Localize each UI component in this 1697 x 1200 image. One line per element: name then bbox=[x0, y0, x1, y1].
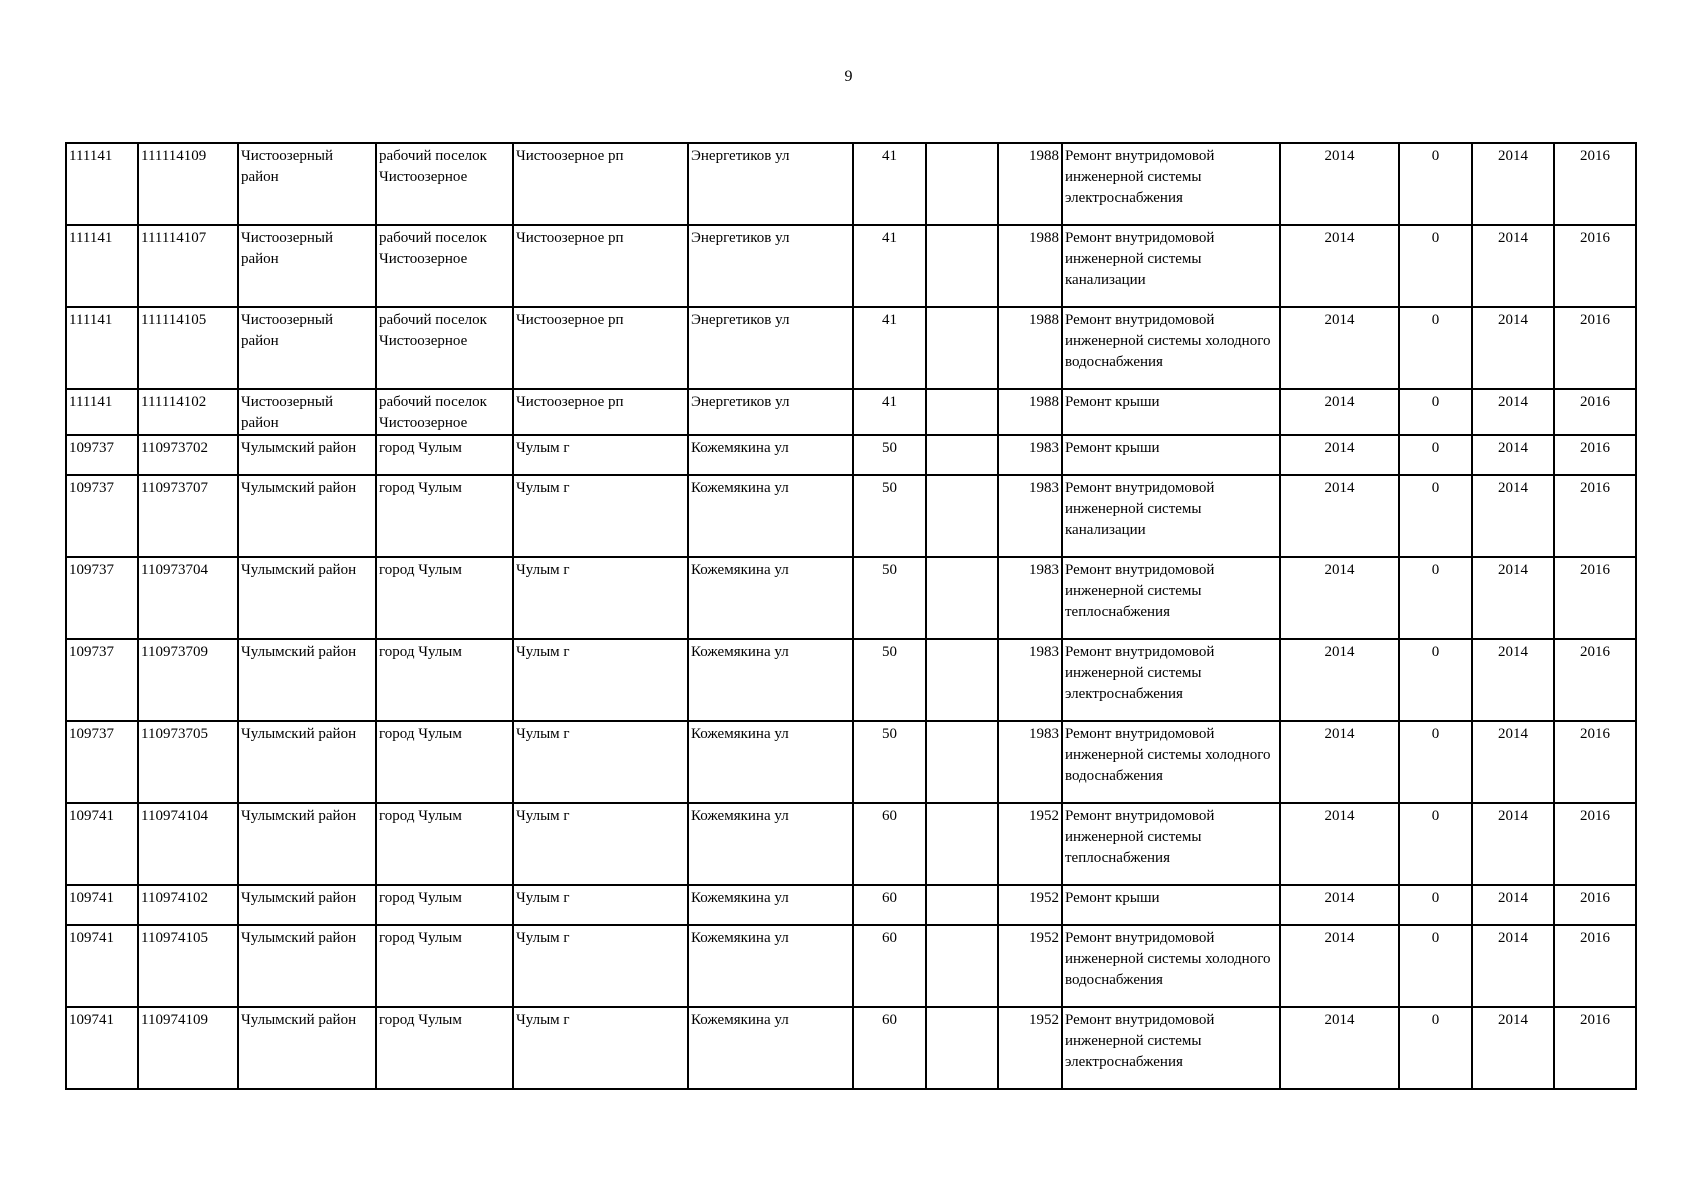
cell-year-built: 1988 bbox=[998, 143, 1062, 225]
table-row bbox=[66, 435, 1636, 475]
cell-house-id: 111141 bbox=[66, 307, 138, 389]
cell-settlement: Чулым г bbox=[513, 435, 688, 475]
cell-settlement: Чистоозерное рп bbox=[513, 307, 688, 389]
cell-year: 2014 bbox=[1280, 885, 1399, 925]
cell-house-id: 109741 bbox=[66, 803, 138, 885]
cell-building bbox=[926, 721, 998, 803]
cell-street: Энергетиков ул bbox=[688, 225, 853, 307]
cell-year: 2014 bbox=[1280, 475, 1399, 557]
cell-settlement: Чистоозерное рп bbox=[513, 225, 688, 307]
cell-work-id: 110974104 bbox=[138, 803, 238, 885]
cell-year: 2014 bbox=[1280, 435, 1399, 475]
cell-end-year: 2016 bbox=[1554, 885, 1636, 925]
cell-building bbox=[926, 435, 998, 475]
table-row bbox=[66, 307, 1636, 389]
cell-building bbox=[926, 1007, 998, 1089]
cell-district: Чулымский район bbox=[238, 435, 376, 475]
cell-work-type: Ремонт внутридомовой инженерной системы канализации bbox=[1062, 475, 1280, 557]
cell-work-id: 110973707 bbox=[138, 475, 238, 557]
cell-municipality: рабочий поселок Чистоозерное bbox=[376, 143, 513, 225]
cell-house-number: 60 bbox=[853, 1007, 926, 1089]
cell-work-id: 110973709 bbox=[138, 639, 238, 721]
cell-district: Чистоозерный район bbox=[238, 143, 376, 225]
cell-street: Кожемякина ул bbox=[688, 557, 853, 639]
cell-work-type: Ремонт крыши bbox=[1062, 435, 1280, 475]
cell-building bbox=[926, 475, 998, 557]
cell-start-year: 2014 bbox=[1472, 307, 1554, 389]
cell-work-type: Ремонт внутридомовой инженерной системы теплоснабжения bbox=[1062, 557, 1280, 639]
cell-value: 0 bbox=[1399, 475, 1472, 557]
cell-house-id: 109737 bbox=[66, 639, 138, 721]
cell-district: Чистоозерный район bbox=[238, 307, 376, 389]
cell-year: 2014 bbox=[1280, 307, 1399, 389]
cell-house-id: 109737 bbox=[66, 475, 138, 557]
cell-house-id: 109737 bbox=[66, 557, 138, 639]
cell-start-year: 2014 bbox=[1472, 925, 1554, 1007]
cell-street: Кожемякина ул bbox=[688, 435, 853, 475]
cell-house-number: 50 bbox=[853, 639, 926, 721]
cell-work-type: Ремонт крыши bbox=[1062, 885, 1280, 925]
cell-end-year: 2016 bbox=[1554, 389, 1636, 435]
cell-value: 0 bbox=[1399, 721, 1472, 803]
cell-municipality: город Чулым bbox=[376, 721, 513, 803]
cell-municipality: город Чулым bbox=[376, 925, 513, 1007]
cell-district: Чулымский район bbox=[238, 557, 376, 639]
cell-settlement: Чулым г bbox=[513, 475, 688, 557]
cell-street: Кожемякина ул bbox=[688, 721, 853, 803]
cell-end-year: 2016 bbox=[1554, 721, 1636, 803]
cell-year: 2014 bbox=[1280, 925, 1399, 1007]
table-row bbox=[66, 143, 1636, 225]
cell-start-year: 2014 bbox=[1472, 1007, 1554, 1089]
cell-value: 0 bbox=[1399, 557, 1472, 639]
cell-house-number: 60 bbox=[853, 803, 926, 885]
cell-start-year: 2014 bbox=[1472, 475, 1554, 557]
cell-house-id: 111141 bbox=[66, 389, 138, 435]
cell-year-built: 1983 bbox=[998, 721, 1062, 803]
cell-street: Кожемякина ул bbox=[688, 803, 853, 885]
cell-street: Энергетиков ул bbox=[688, 389, 853, 435]
cell-end-year: 2016 bbox=[1554, 307, 1636, 389]
cell-house-number: 41 bbox=[853, 307, 926, 389]
cell-settlement: Чулым г bbox=[513, 557, 688, 639]
table-row bbox=[66, 225, 1636, 307]
cell-value: 0 bbox=[1399, 225, 1472, 307]
cell-value: 0 bbox=[1399, 803, 1472, 885]
cell-end-year: 2016 bbox=[1554, 435, 1636, 475]
cell-municipality: город Чулым bbox=[376, 885, 513, 925]
cell-municipality: город Чулым bbox=[376, 475, 513, 557]
cell-start-year: 2014 bbox=[1472, 143, 1554, 225]
cell-municipality: рабочий поселок Чистоозерное bbox=[376, 225, 513, 307]
cell-year-built: 1988 bbox=[998, 307, 1062, 389]
cell-work-type: Ремонт внутридомовой инженерной системы теплоснабжения bbox=[1062, 803, 1280, 885]
cell-settlement: Чулым г bbox=[513, 925, 688, 1007]
cell-building bbox=[926, 143, 998, 225]
cell-house-number: 41 bbox=[853, 143, 926, 225]
table-row bbox=[66, 557, 1636, 639]
cell-municipality: город Чулым bbox=[376, 639, 513, 721]
cell-end-year: 2016 bbox=[1554, 557, 1636, 639]
cell-year: 2014 bbox=[1280, 389, 1399, 435]
cell-district: Чулымский район bbox=[238, 721, 376, 803]
cell-work-type: Ремонт внутридомовой инженерной системы электроснабжения bbox=[1062, 639, 1280, 721]
cell-end-year: 2016 bbox=[1554, 803, 1636, 885]
cell-settlement: Чулым г bbox=[513, 885, 688, 925]
cell-work-id: 111114109 bbox=[138, 143, 238, 225]
table-row bbox=[66, 389, 1636, 435]
cell-municipality: город Чулым bbox=[376, 1007, 513, 1089]
cell-street: Кожемякина ул bbox=[688, 885, 853, 925]
cell-house-id: 111141 bbox=[66, 143, 138, 225]
cell-house-id: 109741 bbox=[66, 925, 138, 1007]
cell-year: 2014 bbox=[1280, 803, 1399, 885]
cell-house-number: 60 bbox=[853, 885, 926, 925]
cell-work-type: Ремонт внутридомовой инженерной системы холодного водоснабжения bbox=[1062, 721, 1280, 803]
cell-house-id: 109741 bbox=[66, 1007, 138, 1089]
cell-district: Чулымский район bbox=[238, 925, 376, 1007]
cell-end-year: 2016 bbox=[1554, 639, 1636, 721]
cell-work-id: 110973705 bbox=[138, 721, 238, 803]
cell-value: 0 bbox=[1399, 1007, 1472, 1089]
cell-work-id: 110974105 bbox=[138, 925, 238, 1007]
cell-work-id: 110973702 bbox=[138, 435, 238, 475]
cell-street: Энергетиков ул bbox=[688, 143, 853, 225]
cell-municipality: город Чулым bbox=[376, 803, 513, 885]
cell-value: 0 bbox=[1399, 639, 1472, 721]
cell-year: 2014 bbox=[1280, 721, 1399, 803]
table-body bbox=[66, 143, 1636, 1089]
cell-work-type: Ремонт внутридомовой инженерной системы холодного водоснабжения bbox=[1062, 307, 1280, 389]
cell-end-year: 2016 bbox=[1554, 1007, 1636, 1089]
cell-year-built: 1988 bbox=[998, 389, 1062, 435]
cell-street: Кожемякина ул bbox=[688, 925, 853, 1007]
cell-settlement: Чистоозерное рп bbox=[513, 389, 688, 435]
cell-start-year: 2014 bbox=[1472, 885, 1554, 925]
cell-building bbox=[926, 307, 998, 389]
cell-start-year: 2014 bbox=[1472, 389, 1554, 435]
cell-work-id: 110973704 bbox=[138, 557, 238, 639]
cell-end-year: 2016 bbox=[1554, 143, 1636, 225]
cell-settlement: Чулым г bbox=[513, 721, 688, 803]
cell-year-built: 1988 bbox=[998, 225, 1062, 307]
cell-work-id: 110974109 bbox=[138, 1007, 238, 1089]
repair-register-table bbox=[65, 142, 1637, 1090]
cell-start-year: 2014 bbox=[1472, 803, 1554, 885]
cell-district: Чулымский район bbox=[238, 885, 376, 925]
cell-year-built: 1952 bbox=[998, 1007, 1062, 1089]
cell-house-number: 50 bbox=[853, 721, 926, 803]
cell-municipality: рабочий поселок Чистоозерное bbox=[376, 389, 513, 435]
cell-start-year: 2014 bbox=[1472, 225, 1554, 307]
cell-settlement: Чулым г bbox=[513, 639, 688, 721]
cell-year-built: 1983 bbox=[998, 639, 1062, 721]
cell-house-number: 50 bbox=[853, 557, 926, 639]
cell-work-id: 111114105 bbox=[138, 307, 238, 389]
cell-building bbox=[926, 557, 998, 639]
cell-house-id: 109741 bbox=[66, 885, 138, 925]
cell-settlement: Чулым г bbox=[513, 1007, 688, 1089]
table-row bbox=[66, 721, 1636, 803]
cell-year-built: 1983 bbox=[998, 475, 1062, 557]
cell-building bbox=[926, 225, 998, 307]
cell-street: Энергетиков ул bbox=[688, 307, 853, 389]
cell-year: 2014 bbox=[1280, 557, 1399, 639]
page-number: 9 bbox=[844, 68, 853, 85]
cell-year: 2014 bbox=[1280, 143, 1399, 225]
cell-start-year: 2014 bbox=[1472, 639, 1554, 721]
cell-municipality: город Чулым bbox=[376, 557, 513, 639]
cell-building bbox=[926, 803, 998, 885]
cell-house-id: 111141 bbox=[66, 225, 138, 307]
cell-value: 0 bbox=[1399, 389, 1472, 435]
cell-start-year: 2014 bbox=[1472, 557, 1554, 639]
table-row bbox=[66, 639, 1636, 721]
cell-work-id: 110974102 bbox=[138, 885, 238, 925]
cell-year-built: 1983 bbox=[998, 435, 1062, 475]
cell-district: Чулымский район bbox=[238, 639, 376, 721]
cell-year-built: 1983 bbox=[998, 557, 1062, 639]
cell-district: Чистоозерный район bbox=[238, 389, 376, 435]
cell-value: 0 bbox=[1399, 925, 1472, 1007]
cell-building bbox=[926, 389, 998, 435]
cell-year-built: 1952 bbox=[998, 803, 1062, 885]
cell-street: Кожемякина ул bbox=[688, 1007, 853, 1089]
cell-year: 2014 bbox=[1280, 639, 1399, 721]
cell-building bbox=[926, 639, 998, 721]
cell-municipality: город Чулым bbox=[376, 435, 513, 475]
cell-municipality: рабочий поселок Чистоозерное bbox=[376, 307, 513, 389]
cell-house-number: 41 bbox=[853, 225, 926, 307]
cell-building bbox=[926, 925, 998, 1007]
cell-building bbox=[926, 885, 998, 925]
table-row bbox=[66, 475, 1636, 557]
cell-house-id: 109737 bbox=[66, 435, 138, 475]
cell-house-number: 50 bbox=[853, 475, 926, 557]
cell-house-number: 50 bbox=[853, 435, 926, 475]
cell-value: 0 bbox=[1399, 435, 1472, 475]
table-row bbox=[66, 803, 1636, 885]
cell-district: Чулымский район bbox=[238, 1007, 376, 1089]
cell-year-built: 1952 bbox=[998, 885, 1062, 925]
cell-work-id: 111114102 bbox=[138, 389, 238, 435]
cell-work-type: Ремонт внутридомовой инженерной системы канализации bbox=[1062, 225, 1280, 307]
table-row bbox=[66, 925, 1636, 1007]
cell-district: Чулымский район bbox=[238, 475, 376, 557]
cell-settlement: Чистоозерное рп bbox=[513, 143, 688, 225]
cell-work-type: Ремонт крыши bbox=[1062, 389, 1280, 435]
table-row bbox=[66, 885, 1636, 925]
cell-value: 0 bbox=[1399, 307, 1472, 389]
cell-district: Чистоозерный район bbox=[238, 225, 376, 307]
cell-start-year: 2014 bbox=[1472, 435, 1554, 475]
cell-street: Кожемякина ул bbox=[688, 639, 853, 721]
cell-year: 2014 bbox=[1280, 225, 1399, 307]
table-row bbox=[66, 1007, 1636, 1089]
cell-work-id: 111114107 bbox=[138, 225, 238, 307]
cell-house-number: 60 bbox=[853, 925, 926, 1007]
cell-end-year: 2016 bbox=[1554, 225, 1636, 307]
cell-district: Чулымский район bbox=[238, 803, 376, 885]
cell-work-type: Ремонт внутридомовой инженерной системы электроснабжения bbox=[1062, 143, 1280, 225]
cell-work-type: Ремонт внутридомовой инженерной системы холодного водоснабжения bbox=[1062, 925, 1280, 1007]
cell-start-year: 2014 bbox=[1472, 721, 1554, 803]
cell-house-number: 41 bbox=[853, 389, 926, 435]
cell-value: 0 bbox=[1399, 885, 1472, 925]
cell-end-year: 2016 bbox=[1554, 925, 1636, 1007]
cell-year-built: 1952 bbox=[998, 925, 1062, 1007]
cell-street: Кожемякина ул bbox=[688, 475, 853, 557]
cell-value: 0 bbox=[1399, 143, 1472, 225]
cell-year: 2014 bbox=[1280, 1007, 1399, 1089]
cell-end-year: 2016 bbox=[1554, 475, 1636, 557]
cell-settlement: Чулым г bbox=[513, 803, 688, 885]
cell-work-type: Ремонт внутридомовой инженерной системы электроснабжения bbox=[1062, 1007, 1280, 1089]
cell-house-id: 109737 bbox=[66, 721, 138, 803]
